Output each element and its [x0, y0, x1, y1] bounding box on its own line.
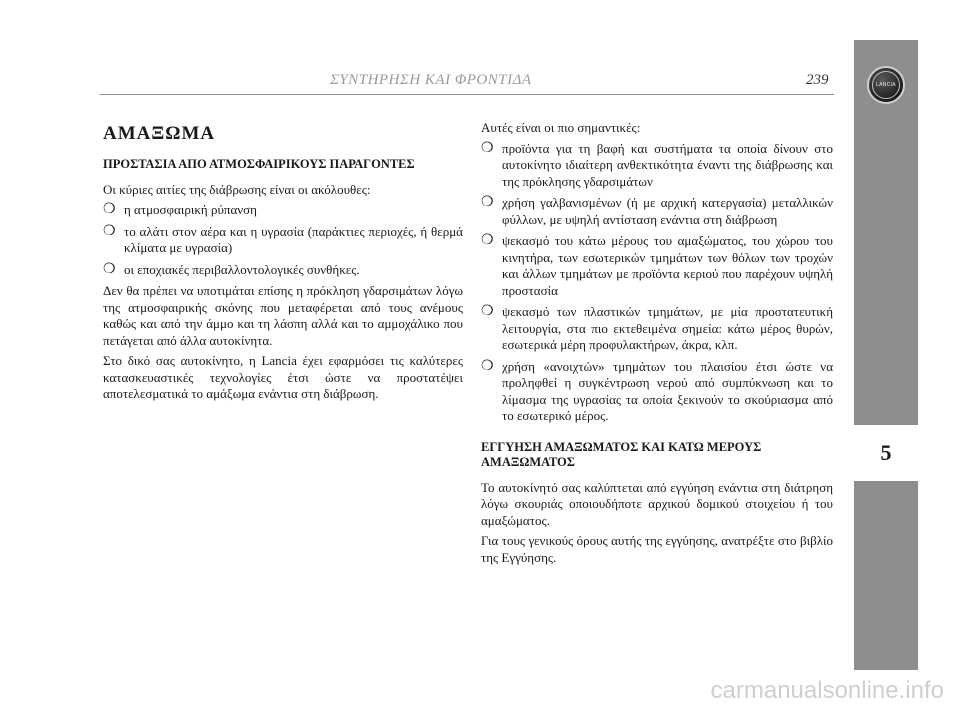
circle-bullet-icon: ❍: [481, 233, 494, 248]
list-item: ❍ ψεκασμό του κάτω μέρους του αμαξώματος, του χώρου του κινητήρα, των εσωτερικών τμημάτων των θόλων των τροχών και άλλων τμημάτων με προϊόντα κεριού που παρέχουν υψηλή προστασία: [481, 233, 833, 298]
body-paragraph: Στο δικό σας αυτοκίνητο, η Lancia έχει εφαρμόσει τις καλύτερες κατασκευαστικές τεχνολογίες έτσι ώστε να προστατέψει αποτελεσματικά το αμάξωμα ενάντια στη διάβρωση.: [103, 353, 463, 401]
warranty-heading: ΕΓΓΥΗΣΗ ΑΜΑΞΩΜΑΤΟΣ ΚΑΙ ΚΑΤΩ ΜΕΡΟΥΣ ΑΜΑΞΩΜΑΤΟΣ: [481, 439, 762, 469]
section-subtitle: ΠΡΟΣΤΑΣΙΑ ΑΠΟ ΑΤΜΟΣΦΑΙΡΙΚΟΥΣ ΠΑΡΑΓΟΝΤΕΣ: [103, 156, 415, 171]
circle-bullet-icon: ❍: [103, 223, 116, 239]
circle-bullet-icon: ❍: [103, 202, 116, 217]
intro-paragraph: Αυτές είναι οι πιο σημαντικές:: [481, 120, 641, 135]
watermark: carmanualsonline.info: [710, 677, 944, 704]
circle-bullet-icon: ❍: [103, 261, 116, 277]
body-paragraph: Δεν θα πρέπει να υποτιμάται επίσης η πρόκληση γδαρσιμάτων λόγω της ατμοσφαιρικής σκόνης που μεταφέρεται από τους ανέμους καθώς και από την άμμο και τη λάσπη αλλά και το αμμοχάλικο που πετάγεται από άλλα αυτοκίνητα.: [103, 283, 463, 348]
intro-paragraph: Οι κύριες αιτίες της διάβρωσης είναι οι ακόλουθες:: [103, 181, 371, 197]
chapter-number-tab[interactable]: 5: [854, 425, 918, 481]
section-title: ΑΜΑΞΩΜΑ: [103, 123, 216, 144]
page-number: 239: [806, 72, 829, 88]
running-header-title: ΣΥΝΤΗΡΗΣΗ ΚΑΙ ΦΡΟΝΤΙΔΑ: [330, 72, 532, 88]
list-item: ❍ η ατμοσφαιρική ρύπανση: [103, 202, 257, 217]
chapter-side-tab: [854, 40, 918, 670]
circle-bullet-icon: ❍: [481, 358, 494, 374]
body-paragraph: Το αυτοκίνητό σας καλύπτεται από εγγύηση ενάντια στη διάτρηση λόγω σκουριάς οποιουδήποτε αρχικού δομικού στοιχείου ή του αμαξώματος.: [481, 479, 833, 528]
list-item: ❍ το αλάτι στον αέρα και η υγρασία (παράκτιες περιοχές, ή θερμά κλίματα με υγρασία): [103, 223, 463, 255]
circle-bullet-icon: ❍: [481, 304, 494, 319]
list-item: ❍ ψεκασμό των πλαστικών τμημάτων, με μία προστατευτική λειτουργία, στα πιο εκτεθειμένα σημεία: κάτω μέρος θυρών, εσωτερικά μέρη προφυλακτήρων, άκρα, κλπ.: [481, 304, 833, 352]
logo-emblem: LANCIA: [872, 71, 900, 99]
circle-bullet-icon: ❍: [481, 195, 494, 210]
header-divider: [100, 94, 834, 95]
causes-list: [103, 202, 463, 278]
list-item: ❍ οι εποχιακές περιβαλλοντολογικές συνθήκες.: [103, 261, 360, 277]
lancia-logo: [867, 66, 905, 104]
list-item: ❍ προϊόντα για τη βαφή και συστήματα τα οποία δίνουν στο αυτοκίνητο ιδιαίτερη ανθεκτικότητα έναντι της διάβρωσης και της πρόκλησης γδαρσιμάτων: [481, 140, 833, 189]
protection-list: [481, 141, 833, 425]
left-column: [103, 120, 463, 407]
list-item: ❍ χρήση γαλβανισμένων (ή με αρχική κατεργασία) μεταλλικών φύλλων, με υψηλή αντίσταση ενάντια στη διάβρωση: [481, 195, 833, 227]
list-item: ❍ χρήση «ανοιχτών» τμημάτων του πλαισίου έτσι ώστε να προληφθεί η συγκέντρωση νερού από συμπύκνωση και το λίμασμα της υγρασίας τα οποία ξεκινούν το σκούριασμα από το εσωτερικό μέρος.: [481, 358, 833, 423]
right-column: [481, 120, 833, 570]
body-paragraph: Για τους γενικούς όρους αυτής της εγγύησης, ανατρέξτε στο βιβλίο της Εγγύησης.: [481, 533, 833, 565]
circle-bullet-icon: ❍: [481, 140, 494, 156]
